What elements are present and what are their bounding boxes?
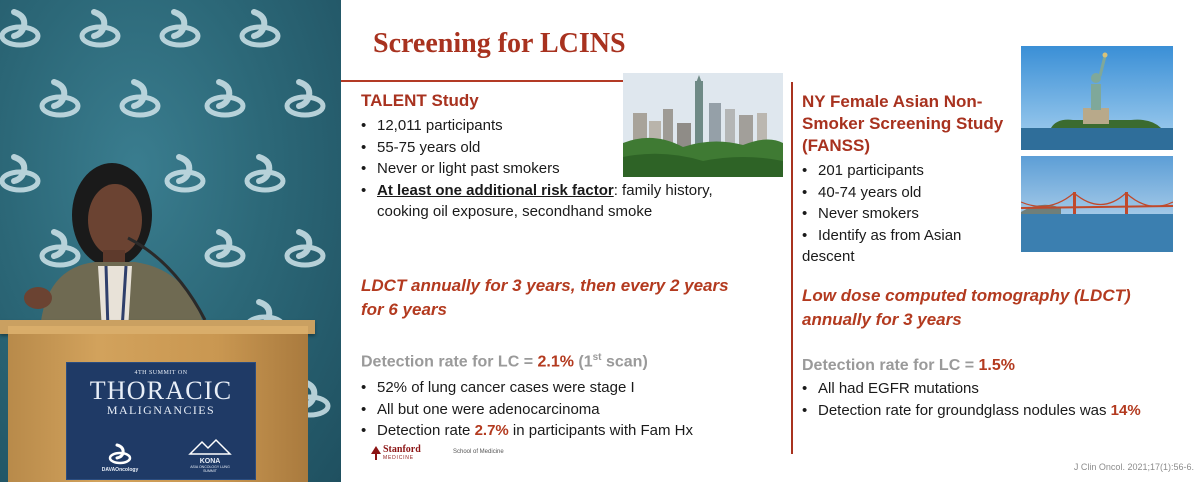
- podium-title: THORACIC: [89, 376, 233, 405]
- kona-logo-subtext: ASIA ONCOLOGY LUNG SUMMIT: [190, 465, 230, 473]
- dava-logo-icon: [107, 443, 133, 465]
- slide-title: Screening for LCINS: [373, 28, 626, 59]
- list-item-risk-factor: [361, 180, 721, 223]
- detection-suffix-end: scan): [601, 353, 648, 371]
- list-item: • Never or light past smokers: [361, 158, 761, 180]
- fanss-protocol: Low dose computed tomography (LDCT) annually for 3 years: [802, 286, 1131, 329]
- presentation-slide: [341, 0, 1200, 482]
- list-item: • All had EGFR mutations: [802, 378, 1192, 400]
- stanford-medicine-text: MEDICINE: [383, 455, 414, 461]
- fanss-study-heading: NY Female Asian Non-Smoker Screening Study (FANSS): [802, 92, 1004, 155]
- risk-factor-emphasis: At least one additional risk factor: [377, 181, 614, 199]
- speaker-video-panel: [0, 0, 341, 482]
- fanss-results-list: [802, 378, 1192, 421]
- stanford-wordmark: Stanford: [383, 444, 421, 455]
- detection-superscript: st: [592, 352, 602, 363]
- citation: J Clin Oncol. 2021;17(1):56-6.: [1073, 462, 1194, 472]
- podium-logos: [67, 433, 255, 473]
- fanss-criteria-list: [802, 160, 1002, 268]
- detection-value: 2.1%: [537, 353, 574, 371]
- school-of-medicine-text: School of Medicine: [453, 449, 504, 455]
- presenter-face: [88, 184, 142, 256]
- detection-label: Detection rate for LC =: [361, 353, 538, 371]
- list-item: • 40-74 years old: [802, 182, 1002, 204]
- presenter-hand: [24, 287, 52, 309]
- liberty-image: [1021, 46, 1173, 150]
- risk-factor-detail: : family history, cooking oil exposure, secondhand smoke: [377, 181, 713, 220]
- list-item-continuation: descent: [802, 248, 855, 265]
- talent-criteria-list: [361, 115, 761, 223]
- detection-label: Detection rate for LC =: [802, 357, 979, 374]
- podium-sign: [66, 362, 256, 480]
- list-item: • Identify as from Asian: [802, 225, 1002, 247]
- talent-results-list: [361, 377, 761, 442]
- bridge-image: [1021, 156, 1173, 252]
- list-item: • 201 participants: [802, 160, 1002, 182]
- list-item: • 12,011 participants: [361, 115, 761, 137]
- kona-logo: [185, 438, 235, 473]
- list-item: • 55-75 years old: [361, 137, 761, 159]
- talent-detection-rate: [361, 352, 648, 371]
- list-item: • Never smokers: [802, 203, 1002, 225]
- kona-mountain-icon: [188, 438, 232, 456]
- fam-hx-text: Detection rate: [377, 422, 475, 439]
- podium-subtitle: MALIGNANCIES: [106, 403, 216, 417]
- list-item-groundglass: [802, 400, 1192, 422]
- detection-value: 1.5%: [978, 357, 1015, 374]
- kona-logo-text: KONA: [199, 458, 221, 465]
- statue-of-liberty-photo: [1021, 46, 1173, 150]
- column-divider: [791, 82, 793, 454]
- list-item: • 52% of lung cancer cases were stage I: [361, 377, 761, 399]
- dava-logo-text: DAVAOncology: [101, 467, 139, 473]
- fanss-detection-rate: [802, 357, 1015, 375]
- detection-suffix: (1: [573, 353, 593, 371]
- fam-hx-text-end: in participants with Fam Hx: [508, 422, 693, 439]
- talent-protocol: LDCT annually for 3 years, then every 2 years for 6 years: [361, 276, 729, 319]
- golden-gate-bridge-photo: [1021, 156, 1173, 252]
- stanford-tree-icon: [371, 446, 381, 460]
- list-item: • All but one were adenocarcinoma: [361, 399, 761, 421]
- list-item-fam-hx: [361, 420, 761, 442]
- groundglass-value: 14%: [1110, 401, 1141, 419]
- podium-summit-line: 4TH SUMMIT ON: [134, 370, 188, 376]
- talent-study-heading: TALENT Study: [361, 91, 479, 110]
- fam-hx-value: 2.7%: [474, 422, 509, 439]
- groundglass-text: Detection rate for groundglass nodules was: [818, 401, 1111, 419]
- dava-oncology-logo: [93, 443, 147, 473]
